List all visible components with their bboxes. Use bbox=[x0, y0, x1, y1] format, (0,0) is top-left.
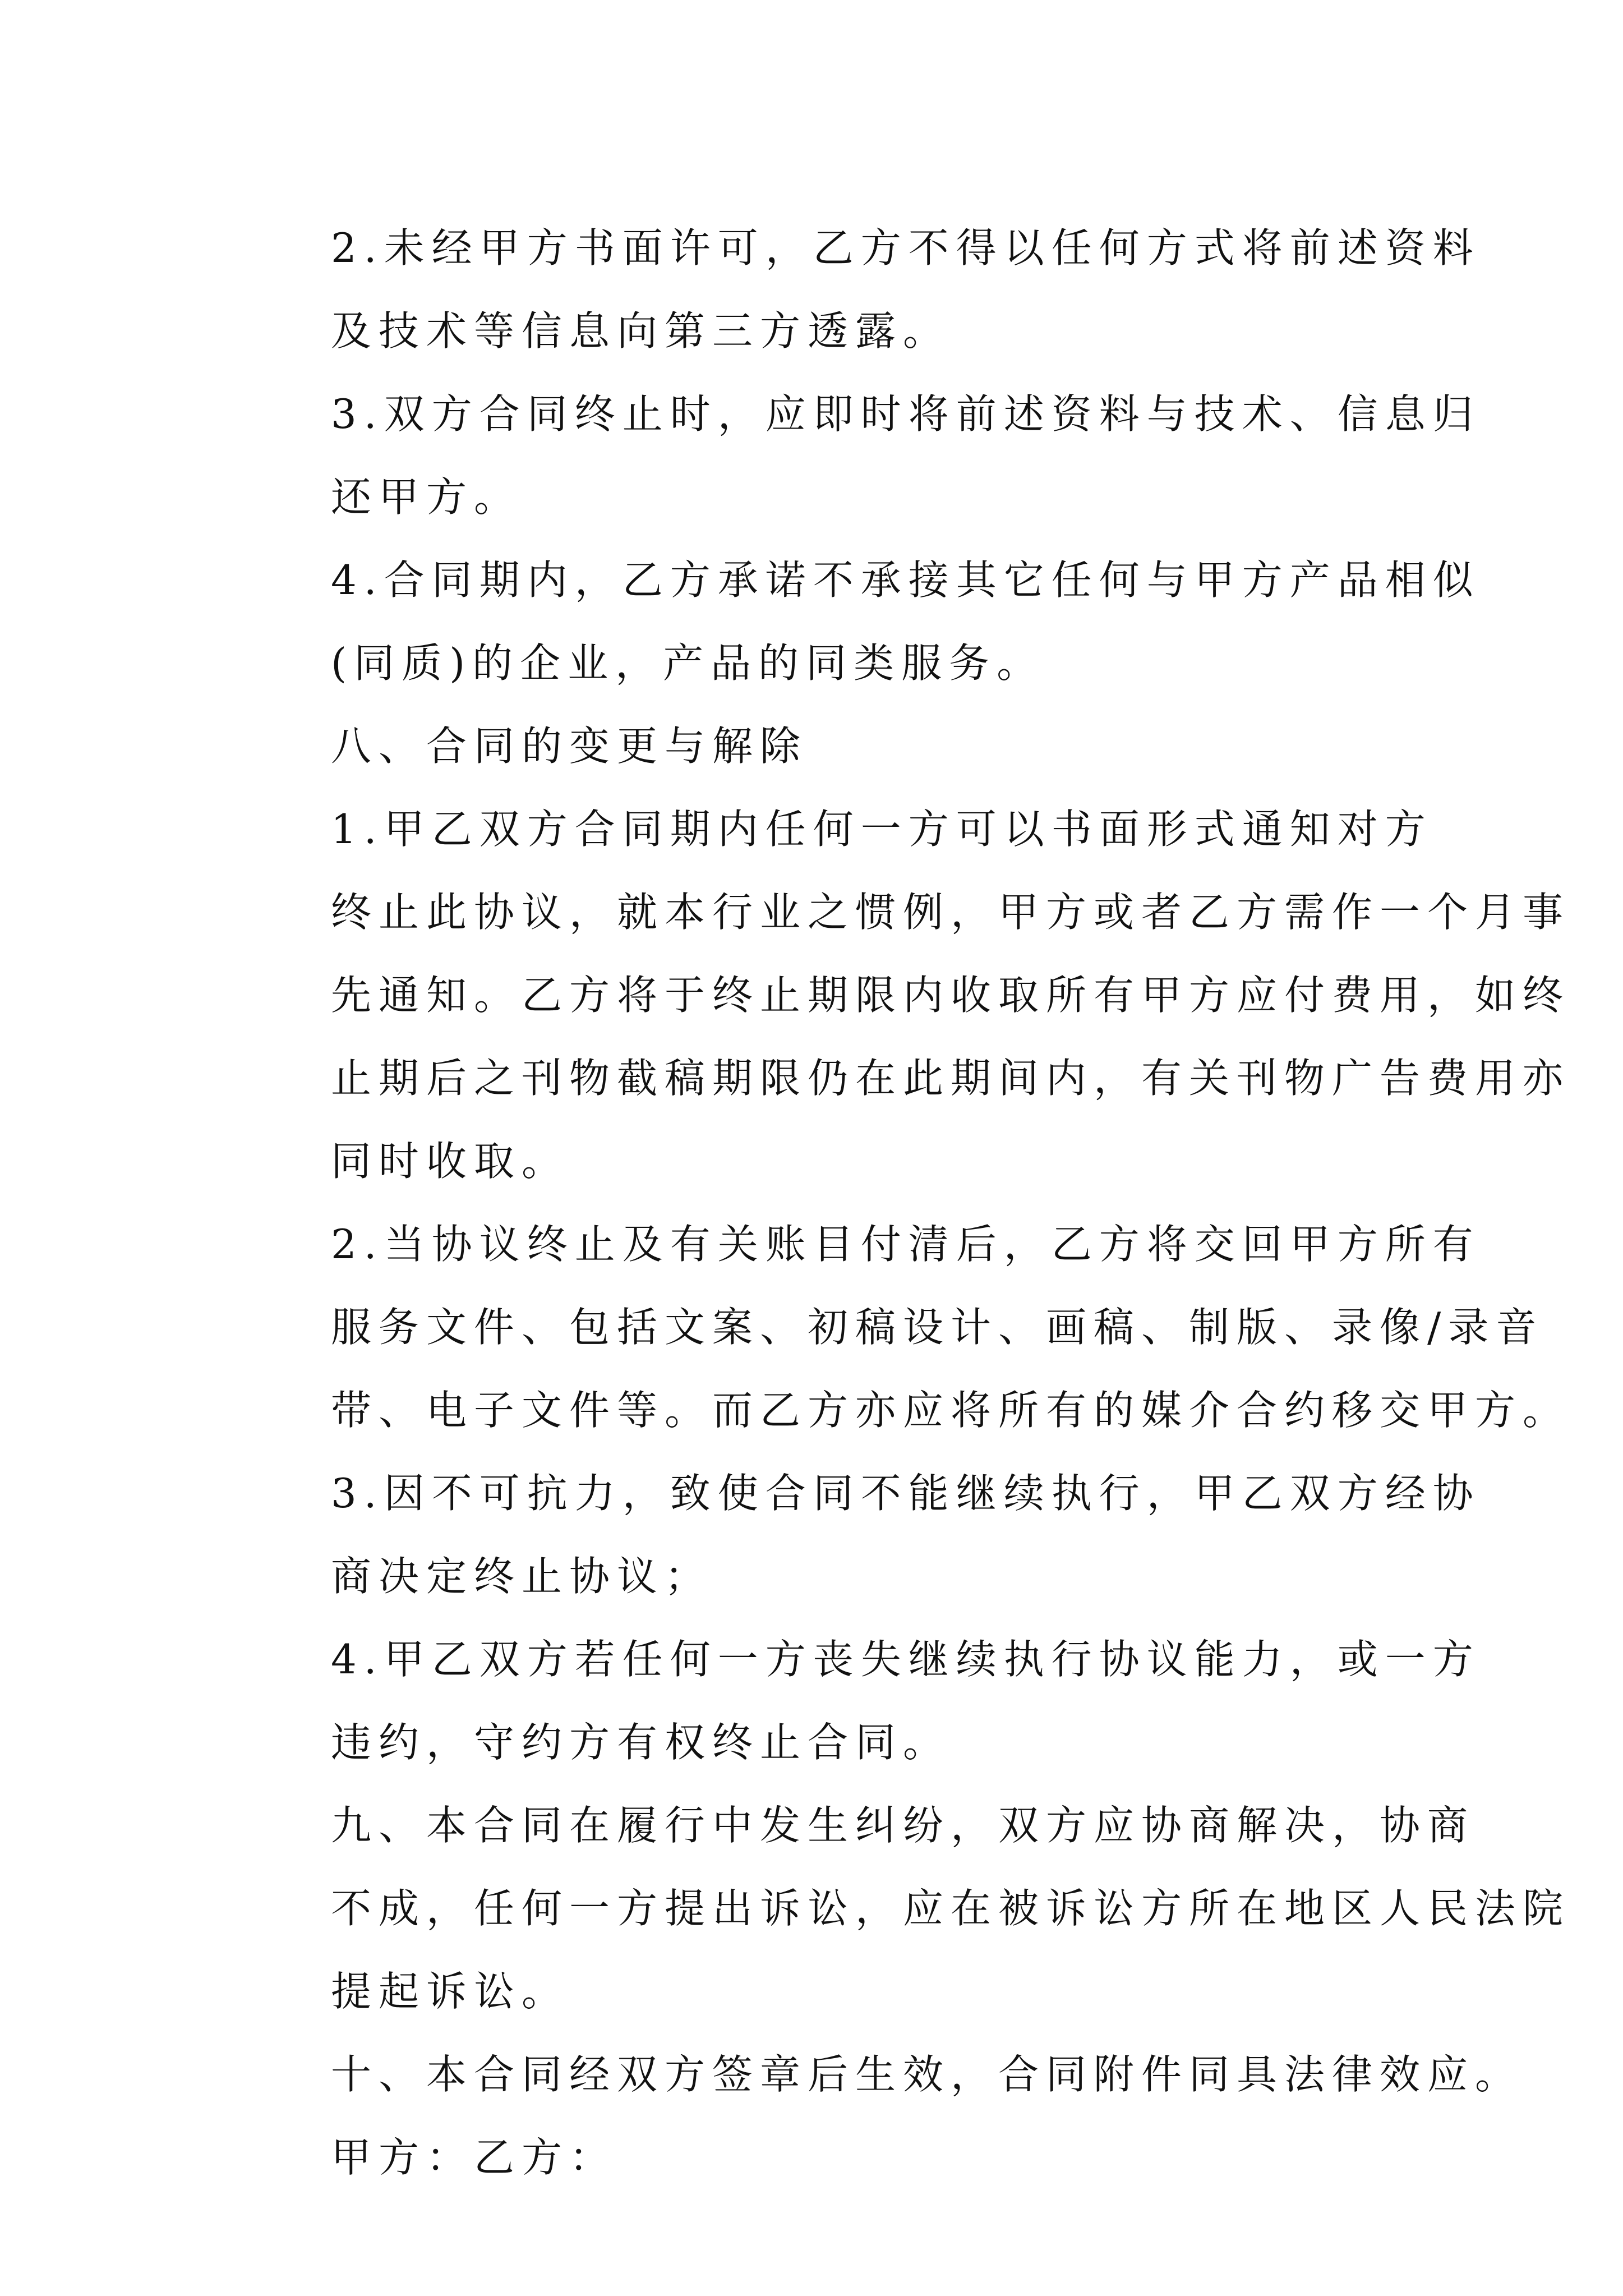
party-signature-labels: 甲方：乙方： bbox=[331, 2134, 617, 2181]
clause-7-4 bbox=[247, 539, 1481, 705]
text-line: 提起诉讼。 bbox=[331, 1968, 570, 2015]
contract-body bbox=[247, 206, 1571, 2199]
text-line: 服务文件、包括文案、初稿设计、画稿、制版、录像/录音 bbox=[331, 1304, 1544, 1351]
text-line: (同质)的企业，产品的同类服务。 bbox=[331, 639, 1045, 687]
text-line: 3.因不可抗力，致使合同不能继续执行，甲乙双方经协 bbox=[331, 1470, 1481, 1517]
text-line: 先通知。乙方将于终止期限内收取所有甲方应付费用，如终 bbox=[331, 972, 1571, 1019]
section-8-heading bbox=[247, 705, 1391, 788]
text-line: 十、本合同经双方签章后生效，合同附件同具法律效应。 bbox=[331, 2051, 1523, 2098]
text-line: 1.甲乙双方合同期内任何一方可以书面形式通知对方 bbox=[331, 806, 1433, 853]
clause-8-1 bbox=[247, 788, 1571, 1203]
text-line: 止期后之刊物截稿期限仍在此期间内，有关刊物广告费用亦 bbox=[331, 1055, 1571, 1102]
section-9 bbox=[247, 1784, 1571, 2033]
text-line: 4.合同期内，乙方承诺不承接其它任何与甲方产品相似 bbox=[331, 556, 1481, 604]
clause-8-4 bbox=[247, 1618, 1481, 1784]
text-line: 不成，任何一方提出诉讼，应在被诉讼方所在地区人民法院 bbox=[331, 1885, 1571, 1932]
text-line: 及技术等信息向第三方透露。 bbox=[331, 307, 951, 355]
clause-7-3 bbox=[247, 372, 1481, 539]
text-line: 商决定终止协议； bbox=[331, 1553, 713, 1600]
clause-8-3 bbox=[247, 1452, 1481, 1618]
clause-7-2 bbox=[247, 206, 1481, 372]
text-line: 终止此协议，就本行业之惯例，甲方或者乙方需作一个月事 bbox=[331, 889, 1571, 936]
text-line: 2.未经甲方书面许可，乙方不得以任何方式将前述资料 bbox=[331, 224, 1481, 272]
section-10 bbox=[247, 2033, 1523, 2116]
text-line: 同时收取。 bbox=[331, 1138, 570, 1185]
text-line: 还甲方。 bbox=[331, 473, 522, 521]
text-line: 带、电子文件等。而乙方亦应将所有的媒介合约移交甲方。 bbox=[331, 1387, 1571, 1434]
text-line: 九、本合同在履行中发生纠纷，双方应协商解决，协商 bbox=[331, 1802, 1476, 1849]
clause-8-2 bbox=[247, 1203, 1571, 1452]
text-line: 3.双方合同终止时，应即时将前述资料与技术、信息归 bbox=[331, 390, 1481, 438]
section-heading: 八、合同的变更与解除 bbox=[331, 723, 808, 770]
text-line: 违约，守约方有权终止合同。 bbox=[331, 1719, 951, 1766]
text-line: 4.甲乙双方若任何一方丧失继续执行协议能力，或一方 bbox=[331, 1636, 1481, 1683]
signature-line bbox=[247, 2116, 1391, 2199]
text-line: 2.当协议终止及有关账目付清后，乙方将交回甲方所有 bbox=[331, 1221, 1481, 1268]
